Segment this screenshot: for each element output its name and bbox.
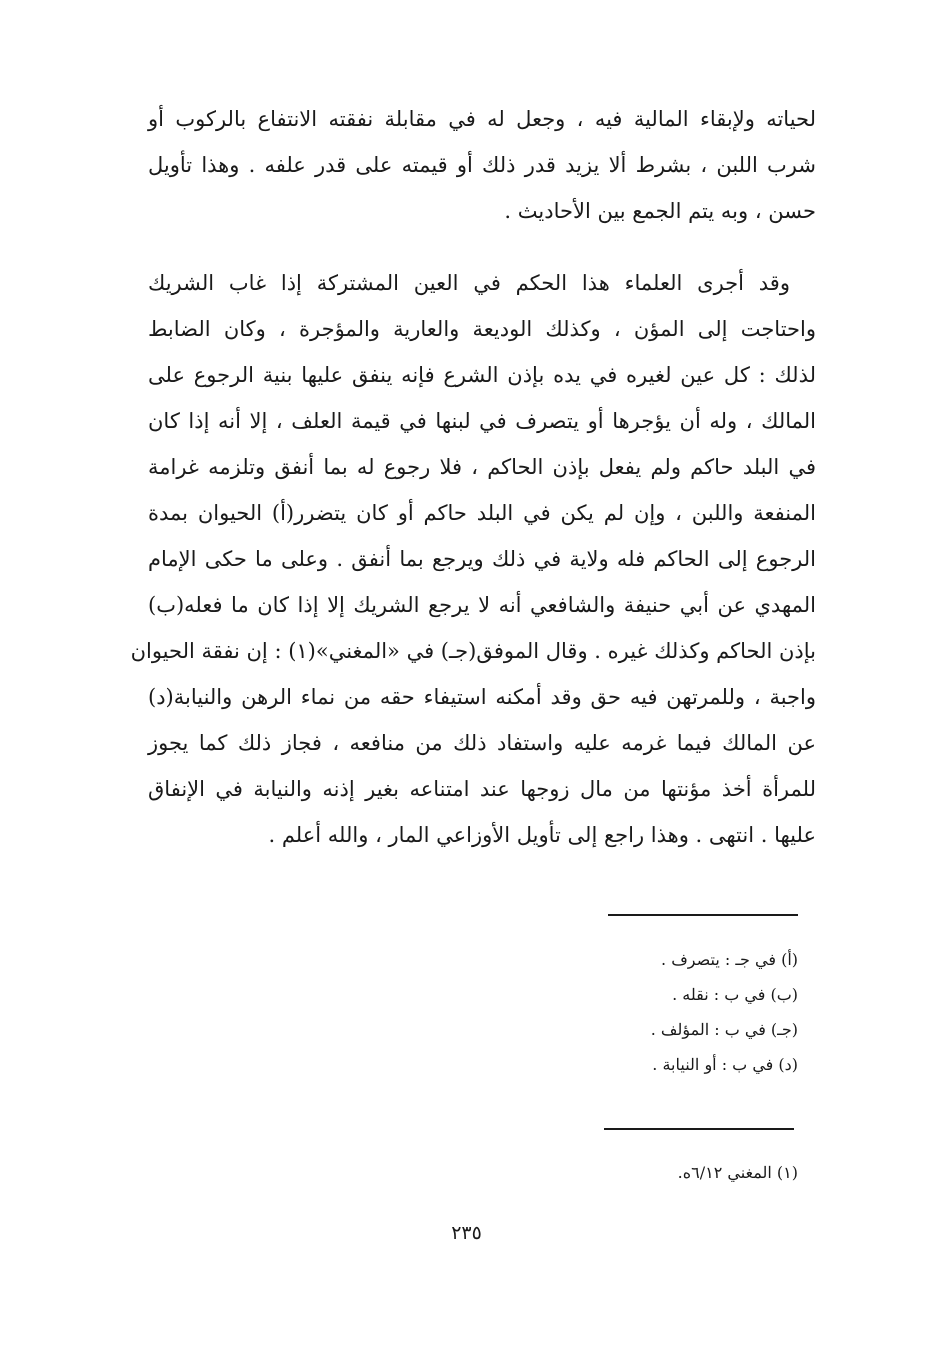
text-line: شرب اللبن ، بشرط ألا يزيد قدر ذلك أو قيمته على قدر علفه . وهذا تأويل <box>148 153 816 177</box>
text-line: عن المالك فيما غرمه عليه واستفاد ذلك من منافعه ، فجاز ذلك كما يجوز <box>148 731 816 755</box>
text-line: المالك ، وله أن يؤجرها أو يتصرف في لبنها في قيمة العلف ، إلا أنه إذا كان <box>148 409 816 433</box>
page-number: ٢٣٥ <box>451 1222 482 1244</box>
variant-note: (ب) في ب : نقله . <box>672 985 798 1004</box>
text-line: واجبة ، وللمرتهن فيه حق وقد أمكنه استيفاء حقه من نماء الرهن والنيابة(د) <box>148 685 816 709</box>
main-text <box>130 96 816 858</box>
variant-notes <box>468 942 798 1082</box>
paragraph-gap <box>148 234 816 260</box>
reference-notes-divider <box>604 1128 794 1130</box>
text-line: المنفعة واللبن ، وإن لم يكن في البلد حاكم أو كان يتضرر(أ) الحيوان بمدة <box>148 501 816 525</box>
text-line: حسن ، وبه يتم الجمع بين الأحاديث . <box>504 199 816 223</box>
text-line: عليها . انتهى . وهذا راجع إلى تأويل الأوزاعي المار ، والله أعلم . <box>268 823 816 847</box>
reference-notes <box>468 1155 798 1190</box>
text-line: للمرأة أخذ مؤنتها من مال زوجها عند امتناعه بغير إذنه والنيابة في الإنفاق <box>148 777 816 801</box>
variant-note: (أ) في جـ : يتصرف . <box>661 950 798 969</box>
text-line: في البلد حاكم ولم يفعل بإذن الحاكم ، فلا رجوع له بما أنفق وتلزمه غرامة <box>148 455 816 479</box>
text-line: المهدي عن أبي حنيفة والشافعي أنه لا يرجع الشريك إلا إذا كان ما فعله(ب) <box>148 593 816 617</box>
text-line: الرجوع إلى الحاكم فله ولاية في ذلك ويرجع بما أنفق . وعلى ما حكى الإمام <box>148 547 816 571</box>
reference-note: (١) المغني ٦/١٢ه. <box>677 1163 798 1182</box>
variant-notes-divider <box>608 914 798 916</box>
text-line: وقد أجرى العلماء هذا الحكم في العين المشتركة إذا غاب الشريك <box>148 271 790 295</box>
variant-note: (د) في ب : أو النيابة . <box>652 1055 798 1074</box>
text-line: واحتاجت إلى المؤن ، وكذلك الوديعة والعارية والمؤجرة ، وكان الضابط <box>148 317 816 341</box>
variant-note: (جـ) في ب : المؤلف . <box>650 1020 798 1039</box>
text-line: لذلك : كل عين لغيره في يده بإذن الشرع فإنه ينفق عليها بنية الرجوع على <box>148 363 816 387</box>
text-line: لحياته ولإبقاء المالية فيه ، وجعل له في مقابلة نفقته الانتفاع بالركوب أو <box>148 107 816 131</box>
text-line: بإذن الحاكم وكذلك غيره . وقال الموفق(جـ) في «المغني»(١) : إن نفقة الحيوان <box>130 639 816 663</box>
